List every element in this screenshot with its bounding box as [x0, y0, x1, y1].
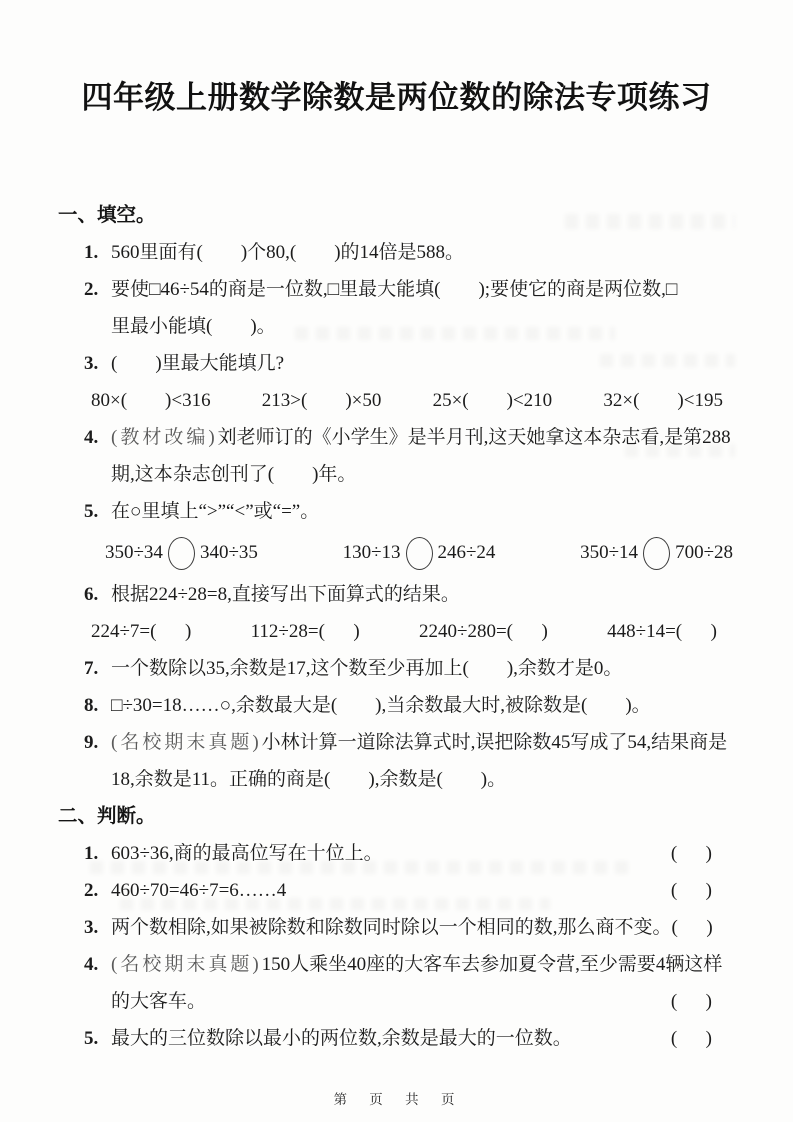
fill-item-9 [84, 724, 735, 798]
item-text: 460÷70=46÷7=6……4 [111, 880, 287, 901]
comparison-left: 130÷13 [342, 542, 401, 563]
answer-paren: ( ) [670, 880, 712, 901]
item-text-main: 小林计算一道除法算式时,误把除数45写成了54,结果商是 [261, 732, 728, 753]
comparison-circle [406, 537, 433, 570]
item-number: 7. [84, 658, 99, 679]
item-text [111, 724, 735, 761]
item-text: 最大的三位数除以最小的两位数,余数是最大的一位数。 [111, 1028, 572, 1049]
equation: 213>( )×50 [261, 390, 382, 411]
item-text: 一个数除以35,余数是17,这个数至少再加上( ),余数才是0。 [111, 658, 623, 679]
equation: 224÷7=( ) [91, 621, 192, 642]
equation: 448÷14=( ) [607, 621, 717, 642]
fill-item-3 [84, 345, 735, 419]
fill-item-8 [84, 687, 735, 724]
item-number: 5. [84, 1028, 99, 1049]
item-text-main: 刘老师订的《小学生》是半月刊,这天她拿这本杂志看,是第288 [217, 427, 731, 448]
item-number: 3. [84, 353, 99, 374]
item-text: 根据224÷28=8,直接写出下面算式的结果。 [111, 584, 460, 605]
equation-row [91, 382, 735, 419]
judge-item-3 [84, 909, 735, 946]
item-text [111, 946, 735, 983]
comparison-1 [105, 537, 258, 570]
judge-item-1 [84, 835, 735, 872]
item-number: 1. [84, 242, 99, 263]
source-tag: (名校期末真题) [111, 954, 262, 975]
item-number: 2. [84, 880, 99, 901]
judge-item-5 [84, 1020, 735, 1057]
comparison-circle [643, 537, 670, 570]
worksheet-content [58, 197, 735, 1057]
source-tag: (名校期末真题) [111, 732, 262, 753]
comparison-right: 246÷24 [437, 542, 496, 563]
item-text: 560里面有( )个80,( )的14倍是588。 [111, 242, 465, 263]
item-text: 在○里填上“>”“<”或“=”。 [111, 501, 320, 522]
judge-item-4 [84, 946, 735, 1020]
source-tag: (教材改编) [111, 427, 218, 448]
fill-item-2 [84, 271, 735, 345]
item-number: 8. [84, 695, 99, 716]
item-text: 603÷36,商的最高位写在十位上。 [111, 843, 383, 864]
equation: 80×( )<316 [91, 390, 211, 411]
fill-item-4 [84, 419, 735, 493]
item-text: 的大客车。 [111, 991, 207, 1012]
item-text: 18,余数是11。正确的商是( ),余数是( )。 [111, 769, 507, 790]
section-2-heading: 二、判断。 [58, 805, 156, 827]
answer-paren: ( ) [670, 991, 712, 1012]
page-footer: 第 页 共 页 [333, 1092, 460, 1107]
comparison-left: 350÷14 [580, 542, 639, 563]
item-number: 1. [84, 843, 99, 864]
item-text [111, 419, 735, 456]
comparison-left: 350÷34 [105, 542, 163, 563]
fill-item-1 [84, 234, 735, 271]
item-number: 4. [84, 954, 99, 975]
judge-item-2 [84, 872, 735, 909]
answer-paren: ( ) [670, 1028, 712, 1049]
comparison-2 [343, 537, 496, 570]
equation-row [91, 613, 735, 650]
equation: 32×( )<195 [603, 390, 723, 411]
item-text: 两个数相除,如果被除数和除数同时除以一个相同的数,那么商不变。 [111, 917, 672, 938]
item-number: 2. [84, 279, 99, 300]
item-number: 6. [84, 584, 99, 605]
answer-paren: ( ) [671, 917, 713, 938]
item-number: 4. [84, 427, 99, 448]
section-1-heading: 一、填空。 [58, 204, 156, 226]
item-number: 3. [84, 917, 99, 938]
comparison-circle [168, 537, 195, 570]
item-text-main: 150人乘坐40座的大客车去参加夏令营,至少需要4辆这样 [261, 954, 723, 975]
item-text: 期,这本杂志创刊了( )年。 [111, 464, 357, 485]
comparison-3 [580, 537, 733, 570]
item-number: 9. [84, 732, 99, 753]
equation: 112÷28=( ) [250, 621, 360, 642]
equation: 2240÷280=( ) [419, 621, 548, 642]
item-text: 里最小能填( )。 [111, 316, 276, 337]
fill-item-5 [84, 493, 735, 576]
equation: 25×( )<210 [432, 390, 553, 411]
fill-item-6 [84, 576, 735, 650]
comparison-row [105, 530, 735, 576]
comparison-right: 700÷28 [675, 542, 733, 563]
page-title: 四年级上册数学除数是两位数的除法专项练习 [81, 80, 712, 115]
fill-item-7 [84, 650, 735, 687]
comparison-right: 340÷35 [199, 542, 258, 563]
item-text: ( )里最大能填几? [111, 353, 285, 374]
item-number: 5. [84, 501, 99, 522]
item-text: □÷30=18……○,余数最大是( ),当余数最大时,被除数是( )。 [111, 695, 651, 716]
answer-paren: ( ) [670, 843, 712, 864]
item-text: 要使□46÷54的商是一位数,□里最大能填( );要使它的商是两位数,□ [111, 279, 678, 300]
